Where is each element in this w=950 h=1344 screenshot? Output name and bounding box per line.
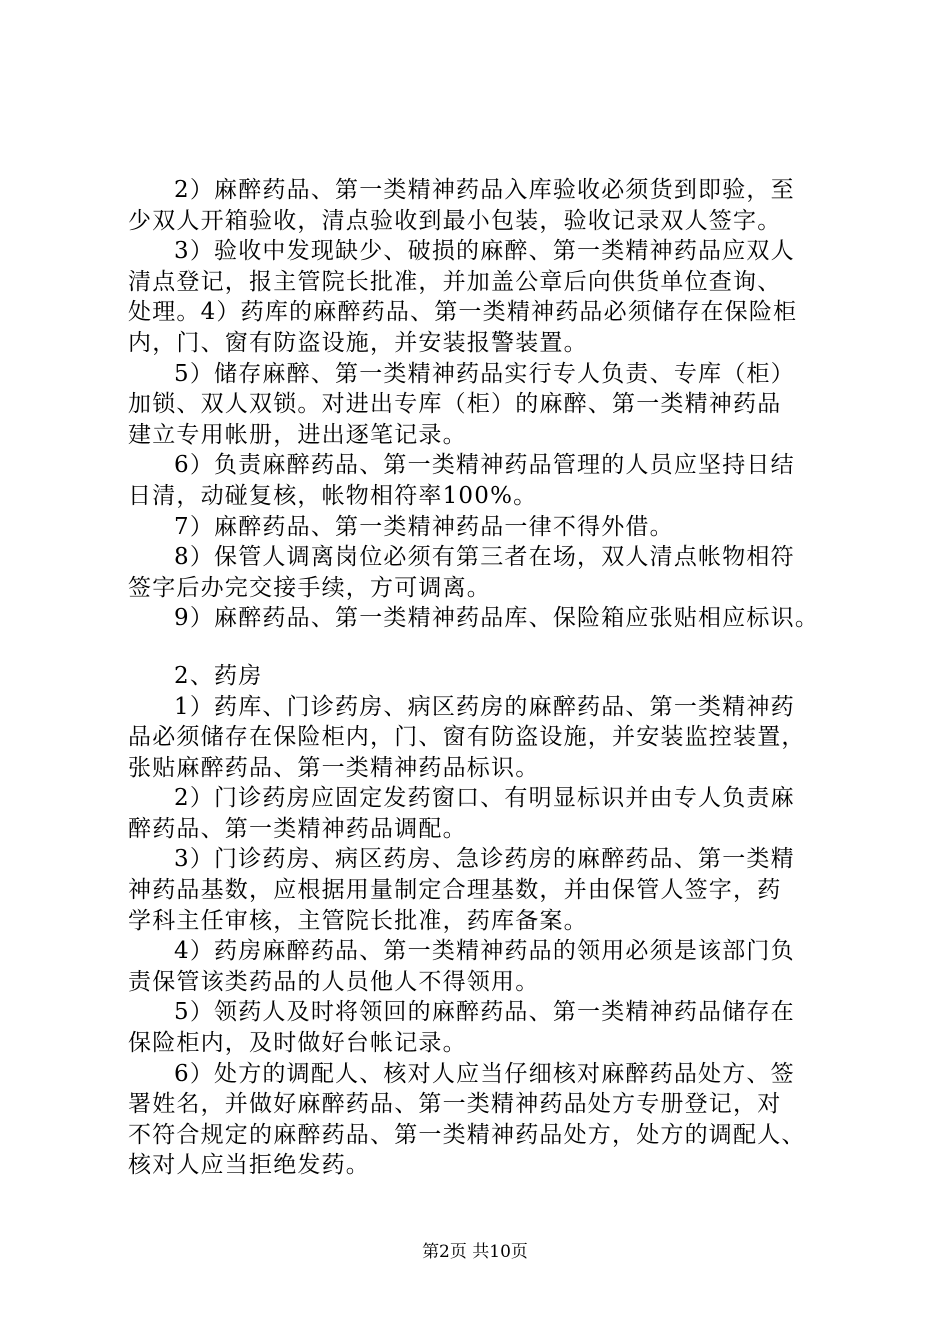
paragraph (128, 236, 828, 358)
paragraph-line: 神药品基数，应根据用量制定合理基数，并由保管人签字，药 (128, 877, 782, 904)
paragraph-line: 不符合规定的麻醉药品、第一类精神药品处方，处方的调配人、 (128, 1121, 806, 1148)
paragraph-line: 建立专用帐册，进出逐笔记录。 (128, 421, 467, 448)
paragraph-line: 品必须储存在保险柜内，门、窗有防盗设施，并安装监控装置， (128, 724, 806, 751)
pharmacy-rules-section (128, 692, 828, 1182)
page-footer: 第2页 共10页 (422, 1242, 528, 1262)
paragraph-line: 责保管该类药品的人员他人不得领用。 (128, 968, 540, 995)
paragraph-line: 日清，动碰复核，帐物相符率100%。 (128, 482, 538, 509)
paragraph (128, 844, 828, 936)
paragraph (128, 512, 828, 543)
paragraph-line: 签字后办完交接手续，方可调离。 (128, 574, 491, 601)
paragraph (128, 359, 828, 451)
paragraph-line: 1）药库、门诊药房、病区药房的麻醉药品、第一类精神药 (174, 693, 795, 720)
paragraph-line: 核对人应当拒绝发药。 (128, 1152, 370, 1179)
paragraph (128, 542, 828, 603)
paragraph-line: 张贴麻醉药品、第一类精神药品标识。 (128, 754, 540, 781)
paragraph-line: 3）门诊药房、病区药房、急诊药房的麻醉药品、第一类精 (174, 846, 795, 873)
paragraph-line: 4）药房麻醉药品、第一类精神药品的领用必须是该部门负 (174, 938, 795, 965)
paragraph-line: 学科主任审核，主管院长批准，药库备案。 (128, 907, 588, 934)
paragraph-line: 8）保管人调离岗位必须有第三者在场，双人清点帐物相符 (174, 544, 795, 571)
paragraph (128, 603, 828, 634)
paragraph (128, 450, 828, 511)
paragraph-line: 署姓名，并做好麻醉药品、第一类精神药品处方专册登记，对 (128, 1091, 782, 1118)
paragraph-line: 5）领药人及时将领回的麻醉药品、第一类精神药品储存在 (174, 999, 795, 1026)
paragraph-line: 少双人开箱验收，清点验收到最小包装，验收记录双人签字。 (128, 207, 782, 234)
document-body (128, 175, 828, 1181)
paragraph-line: 内，门、窗有防盗设施，并安装报警装置。 (128, 329, 588, 356)
section-gap (128, 634, 828, 661)
paragraph-line: 6）负责麻醉药品、第一类精神药品管理的人员应坚持日结 (174, 452, 795, 479)
paragraph (128, 997, 828, 1058)
paragraph-line: 处理。4）药库的麻醉药品、第一类精神药品必须储存在保险柜 (128, 299, 798, 326)
paragraph-line: 5）储存麻醉、第一类精神药品实行专人负责、专库（柜） (174, 360, 795, 387)
paragraph-line: 6）处方的调配人、核对人应当仔细核对麻醉药品处方、签 (174, 1060, 795, 1087)
paragraph (128, 692, 828, 784)
paragraph-line: 保险柜内，及时做好台帐记录。 (128, 1030, 467, 1057)
paragraph-line: 醉药品、第一类精神药品调配。 (128, 815, 467, 842)
paragraph (128, 936, 828, 997)
paragraph-line: 7）麻醉药品、第一类精神药品一律不得外借。 (174, 513, 674, 540)
paragraph-line: 2）门诊药房应固定发药窗口、有明显标识并由专人负责麻 (174, 785, 795, 812)
paragraph-line: 加锁、双人双锁。对进出专库（柜）的麻醉、第一类精神药品 (128, 391, 782, 418)
paragraph (128, 783, 828, 844)
paragraph (128, 1059, 828, 1181)
paragraph-line: 2）麻醉药品、第一类精神药品入库验收必须货到即验，至 (174, 177, 795, 203)
paragraph (128, 175, 828, 236)
section-heading: 2、药房 (174, 662, 263, 689)
paragraph-line: 3）验收中发现缺少、破损的麻醉、第一类精神药品应双人 (174, 238, 795, 265)
storage-rules-section (128, 175, 828, 634)
paragraph-line: 清点登记，报主管院长批准，并加盖公章后向供货单位查询、 (128, 268, 782, 295)
paragraph-line: 9）麻醉药品、第一类精神药品库、保险箱应张贴相应标识。 (174, 605, 820, 632)
